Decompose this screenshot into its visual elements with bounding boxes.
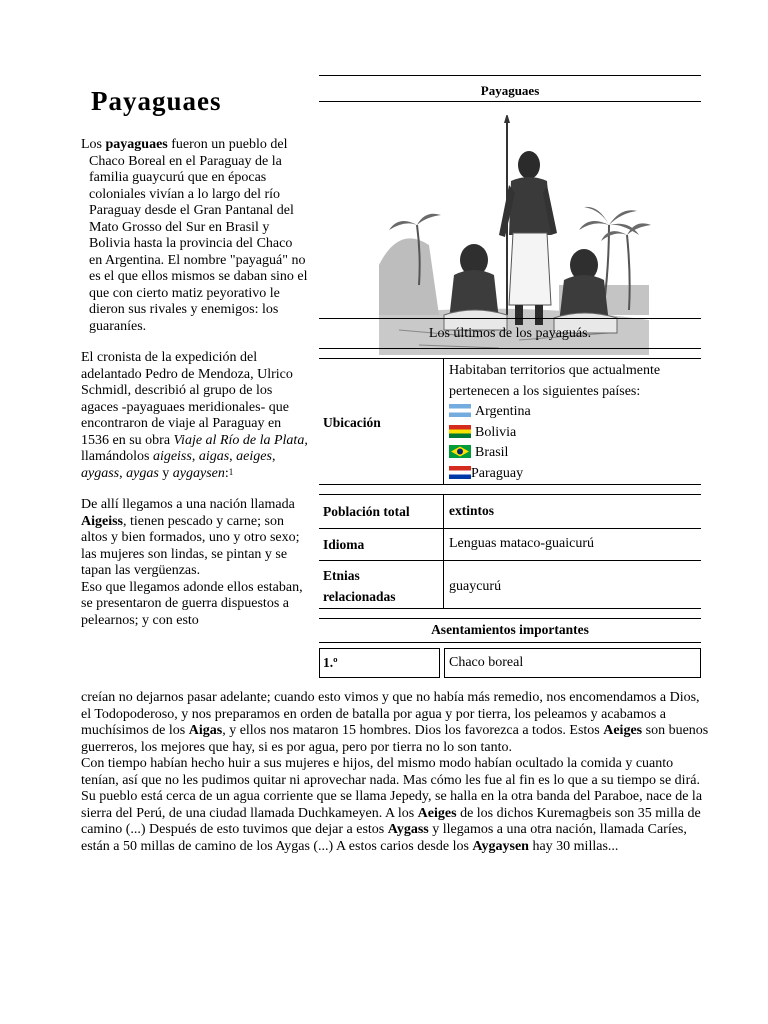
divider — [443, 358, 444, 484]
work-title-link[interactable]: Viaje al Río de la Plata — [173, 432, 305, 448]
intro-text-rest: fueron un pueblo del Chaco Boreal en el Paraguay de la familia guaycurú que en épocas coloniales vivían a lo largo del río Paraguay desde el Gran Pantanal del Mato Grosso del Sur en Brasil y Bolivia hasta la provincia del Chaco en Argentina. El nombre "payaguá" no es el que ellos mismos se daban sino el que con cierto matiz peyorativo le dieron sus rivales y enemigos: los guaraníes. — [89, 137, 308, 334]
quote-text: creían no dejarnos pasar adelante; cuando esto vimos y que no había más remedio, nos encomendamos a Dios, el Todopoderoso, y nos preparamos en orden de batalla por agua y por tierra, los peleamos y acabamos a muchísimos de los — [81, 690, 700, 738]
quote-bold-name: Aygaysen — [472, 838, 529, 854]
name-variant: aigas — [198, 449, 230, 464]
divider — [319, 75, 701, 76]
divider — [319, 494, 701, 495]
divider — [319, 618, 701, 619]
country-bolivia[interactable] — [449, 423, 699, 444]
paraguay-flag-icon — [449, 466, 471, 479]
divider — [319, 348, 701, 349]
divider — [319, 560, 701, 561]
asentamiento-name[interactable]: Chaco boreal — [449, 655, 524, 670]
divider — [319, 528, 701, 529]
name-variant: aeiges — [236, 449, 272, 464]
quote-text: son buenos guerreros, los mejores que hay, si es por agua, pero por tierra no lo son tanto. — [81, 723, 709, 755]
divider — [319, 358, 701, 359]
bolivia-flag-icon — [449, 425, 471, 438]
comma: , — [191, 449, 199, 464]
etnias-value[interactable]: guaycurú — [449, 579, 502, 594]
quote-text: , tienen pescado y carne; son altos y bien formados, uno y otro sexo; las mujeres son lindas, se pintan y se tapan las vergüenzas. — [81, 513, 300, 578]
name-variant: aigeiss — [152, 449, 192, 464]
divider — [443, 494, 444, 528]
quote-text: Su pueblo está cerca de un agua corriente que se llama Jepedy, se halla en la otra banda del Paraboe, nace de la sierra del Perú, de una ciudad llamada Duchkameyen. A los — [81, 789, 703, 821]
quote-bold-name: Aigas — [188, 723, 223, 738]
idioma-label: Idioma — [323, 537, 365, 552]
quote-text: , y ellos nos mataron 15 hombres. Dios los favorezca a todos. Estos — [222, 723, 604, 738]
name-variant: aygass — [81, 465, 120, 481]
quote-bold-name: Aeiges — [417, 805, 457, 821]
quote-text: hay 30 millas... — [528, 838, 619, 854]
chronicle-text: El cronista de la expedición del adelantado Pedro de Mendoza, Ulrico Schmidl, describió al grupo de los agaces -payaguaes meridionales- que encontraron de viaje al Paraguay en 1536 en su obra — [81, 350, 293, 448]
quote-paragraph-4 — [81, 789, 711, 855]
asentamiento-number: 1.º — [323, 655, 338, 670]
country-brasil[interactable] — [449, 443, 699, 464]
poblacion-value: extintos — [449, 503, 494, 518]
quote-paragraph-2-start: Eso que llegamos adonde ellos estaban, se presentaron de guerra dispuestos a pelearnos; y con esto — [81, 579, 303, 628]
colon: : — [224, 465, 229, 481]
quote-text: y llegamos a una otra nación, llamada Caríes, están a 50 millas de camino de los Aygas (...) A estos carios desde los — [81, 822, 687, 854]
argentina-flag-icon — [449, 404, 471, 417]
image-caption: Los últimos de los payaguás. — [428, 326, 592, 341]
ubicacion-description: Habitaban territorios que actualmente pertenecen a los siguientes países: — [449, 363, 661, 399]
divider — [319, 608, 701, 609]
intro-bold-term: payaguaes — [105, 137, 168, 152]
intro-column — [81, 137, 309, 629]
divider — [319, 642, 701, 643]
quote-text: de los dichos Kuremagbeis son 35 milla de camino (...) Después de esto tuvimos que dejar a estos — [81, 805, 701, 837]
name-variant: aygaysen — [172, 465, 225, 481]
divider — [443, 528, 444, 560]
etnias-label-line1: Etnias — [323, 568, 360, 583]
comma: , — [271, 449, 276, 464]
quote-paragraph-2-rest — [81, 690, 711, 756]
quote-paragraph-3: Con tiempo habían hecho huir a sus mujeres e hijos, del mismo modo habían ocultado la comida y cuanto tenían, así que no les pudimos quitar ni aprovechar nada. Mas cómo les fue al fin es lo que a su tiempo se dirá. — [81, 756, 700, 788]
name-variant: aygas — [126, 465, 159, 481]
quote-bold-name: Aygass — [387, 822, 429, 837]
payaguaes-illustration — [359, 115, 659, 355]
brazil-flag-icon — [449, 445, 471, 458]
quote-bold-name: Aigeiss — [81, 513, 123, 529]
country-name: Argentina — [475, 404, 531, 419]
asentamientos-title: Asentamientos importantes — [431, 622, 589, 637]
comma: , — [229, 449, 237, 464]
comma: , — [119, 465, 127, 481]
poblacion-label: Población total — [323, 504, 410, 519]
divider — [319, 318, 701, 319]
infobox-title: Payaguaes — [480, 83, 540, 98]
reference-link[interactable]: 1 — [228, 466, 234, 477]
country-name: Bolivia — [475, 424, 517, 440]
country-name: Paraguay — [471, 465, 524, 481]
quote-continuation — [81, 690, 711, 855]
divider — [319, 101, 701, 102]
ubicacion-value — [449, 361, 699, 484]
country-argentina[interactable] — [449, 402, 699, 423]
etnias-label-line2: relacionadas — [323, 589, 396, 604]
page-title: Payaguaes — [91, 86, 222, 116]
chronicle-paragraph — [81, 350, 309, 482]
quote-bold-name: Aeiges — [603, 723, 643, 738]
country-paraguay[interactable] — [449, 464, 699, 485]
quote-paragraph-1 — [81, 497, 309, 580]
intro-text-start: Los — [81, 137, 106, 152]
divider — [443, 560, 444, 608]
country-name: Brasil — [475, 445, 509, 460]
divider — [319, 484, 701, 485]
conjunction: y — [158, 465, 173, 481]
ubicacion-label: Ubicación — [323, 415, 381, 430]
quote-text: De allí llegamos a una nación llamada — [81, 497, 295, 512]
idioma-value[interactable]: Lenguas mataco-guaicurú — [449, 536, 594, 551]
chronicle-text-2: , llamándolos — [81, 432, 308, 464]
etnias-label — [323, 565, 396, 607]
intro-paragraph — [81, 137, 309, 335]
